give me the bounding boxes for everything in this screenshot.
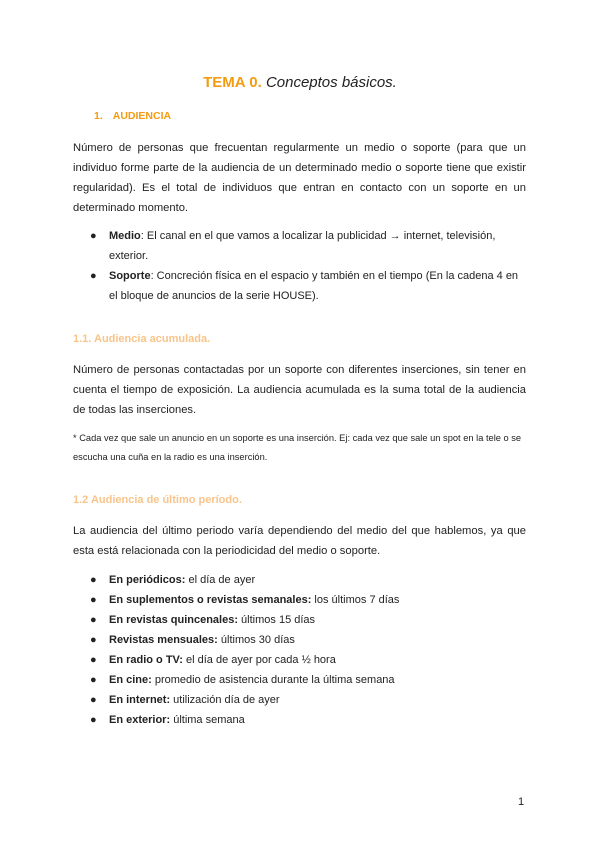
paragraph-audiencia-acumulada: Número de personas contactadas por un soporte con diferentes inserciones, sin tener en cuenta el tiempo de exposición. La audiencia acumulada es la suma total de la audiencia de todas las inserciones. bbox=[73, 364, 526, 416]
section-number: 1. bbox=[94, 110, 103, 122]
page-number: 1 bbox=[518, 796, 525, 808]
bullet-text: utilización día de ayer bbox=[170, 694, 280, 706]
bullet-term: Revistas mensuales: bbox=[109, 634, 218, 646]
bullet-term: Soporte bbox=[109, 270, 151, 282]
title-tema: TEMA 0. bbox=[203, 74, 262, 91]
bullet-list-periodos bbox=[73, 570, 528, 730]
bullet-text: última semana bbox=[170, 714, 245, 726]
bullet-term: En periódicos: bbox=[109, 574, 186, 586]
bullet-term: En internet: bbox=[109, 694, 171, 706]
subsection-heading-audiencia-acumulada: 1.1. Audiencia acumulada. bbox=[73, 333, 211, 345]
bullet-icon: ● bbox=[90, 614, 97, 626]
bullet-text: el día de ayer bbox=[185, 574, 256, 586]
bullet-list-medio-soporte bbox=[73, 226, 528, 306]
page-title bbox=[0, 74, 600, 92]
bullet-icon: ● bbox=[90, 634, 97, 646]
bullet-icon: ● bbox=[90, 270, 97, 282]
paragraph-ultimo-periodo: La audiencia del último periodo varía dependiendo del medio del que hablemos, ya que esta está relacionada con la periodicidad del medio o soporte. bbox=[73, 525, 526, 557]
bullet-term: En radio o TV: bbox=[109, 654, 183, 666]
bullet-icon: ● bbox=[90, 654, 97, 666]
bullet-term: En revistas quincenales: bbox=[109, 614, 238, 626]
list-item bbox=[73, 710, 528, 730]
bullet-text: los últimos 7 días bbox=[311, 594, 400, 606]
title-subtitle: Conceptos básicos. bbox=[265, 74, 397, 91]
bullet-text: últimos 15 días bbox=[238, 614, 316, 626]
bullet-term: En suplementos o revistas semanales: bbox=[109, 594, 312, 606]
bullet-icon: ● bbox=[90, 594, 97, 606]
bullet-icon: ● bbox=[90, 230, 97, 242]
list-item bbox=[73, 670, 528, 690]
list-item bbox=[73, 610, 528, 630]
bullet-term: En cine: bbox=[109, 674, 152, 686]
list-item bbox=[73, 570, 528, 590]
list-item bbox=[73, 650, 528, 670]
list-item bbox=[73, 590, 528, 610]
bullet-text: : Concreción física en el espacio y también en el tiempo (En la cadena 4 en el bloque de anuncios de la serie HOUSE). bbox=[109, 270, 519, 302]
section-heading-audiencia bbox=[94, 110, 171, 122]
bullet-text: últimos 30 días bbox=[217, 634, 295, 646]
footnote-insercion: * Cada vez que sale un anuncio en un soporte es una inserción. Ej: cada vez que sale un spot en la tele o se escucha una cuña en la radio es una inserción. bbox=[73, 433, 522, 462]
bullet-icon: ● bbox=[90, 714, 97, 726]
list-item bbox=[73, 690, 528, 710]
list-item bbox=[73, 226, 528, 266]
paragraph-audiencia: Número de personas que frecuentan regularmente un medio o soporte (para que un individuo forme parte de la audiencia de un determinado medio o soporte tiene que existir regularidad). Es el total de individuos que entran en contacto con un soporte en un determinado momento. bbox=[73, 142, 526, 214]
subsection-heading-ultimo-periodo: 1.2 Audiencia de último período. bbox=[73, 494, 242, 506]
list-item bbox=[73, 630, 528, 650]
bullet-text: promedio de asistencia durante la última semana bbox=[151, 674, 395, 686]
bullet-text: el día de ayer por cada ½ hora bbox=[182, 654, 336, 666]
list-item bbox=[73, 266, 528, 306]
bullet-icon: ● bbox=[90, 674, 97, 686]
bullet-term: Medio bbox=[109, 230, 141, 242]
bullet-term: En exterior: bbox=[109, 714, 171, 726]
bullet-icon: ● bbox=[90, 574, 97, 586]
bullet-text: : El canal en el que vamos a localizar la publicidad → internet, televisión, exterior. bbox=[109, 230, 496, 262]
bullet-icon: ● bbox=[90, 694, 97, 706]
section-heading-text: AUDIENCIA bbox=[112, 110, 172, 122]
